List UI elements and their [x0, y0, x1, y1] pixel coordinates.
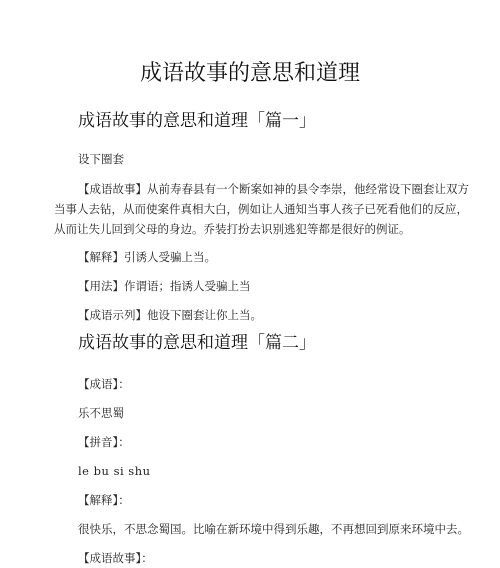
idiom-label: 【成语】： [78, 377, 130, 391]
idiom-value: 乐不思蜀 [78, 406, 124, 420]
story-label: 【成语故事】： [78, 551, 153, 565]
idiom-subject: 设下圈套 [78, 152, 124, 166]
explain-label: 【解释】： [78, 493, 130, 507]
explain-value: 很快乐，不思念蜀国。比喻在新环境中得到乐趣，不再想回到原来环境中去。 [78, 522, 469, 536]
story-line-2: 当事人去钻，从而使案件真相大白，例如让人通知当事人孩子已死看他们的反应， [54, 202, 468, 216]
section-heading-2: 成语故事的意思和道理「篇二」 [78, 333, 316, 353]
story-line-1: 【成语故事】从前寿春县有一个断案如神的县令李崇，他经常设下圈套让双方 [78, 182, 469, 196]
pinyin-value: le bu si shu [78, 464, 151, 478]
explain-paragraph: 【解释】引诱人受骗上当。 [78, 250, 216, 264]
usage-paragraph: 【用法】作谓语；指诱人受骗上当 [78, 279, 251, 293]
story-line-3: 从而让失儿回到父母的身边。乔装打扮去识别逃犯等都是很好的例证。 [54, 222, 411, 236]
example-paragraph: 【成语示列】他设下圈套让你上当。 [78, 308, 262, 322]
pinyin-label: 【拼音】： [78, 435, 130, 449]
document-title: 成语故事的意思和道理 [139, 61, 360, 86]
section-heading-1: 成语故事的意思和道理「篇一」 [78, 111, 316, 131]
